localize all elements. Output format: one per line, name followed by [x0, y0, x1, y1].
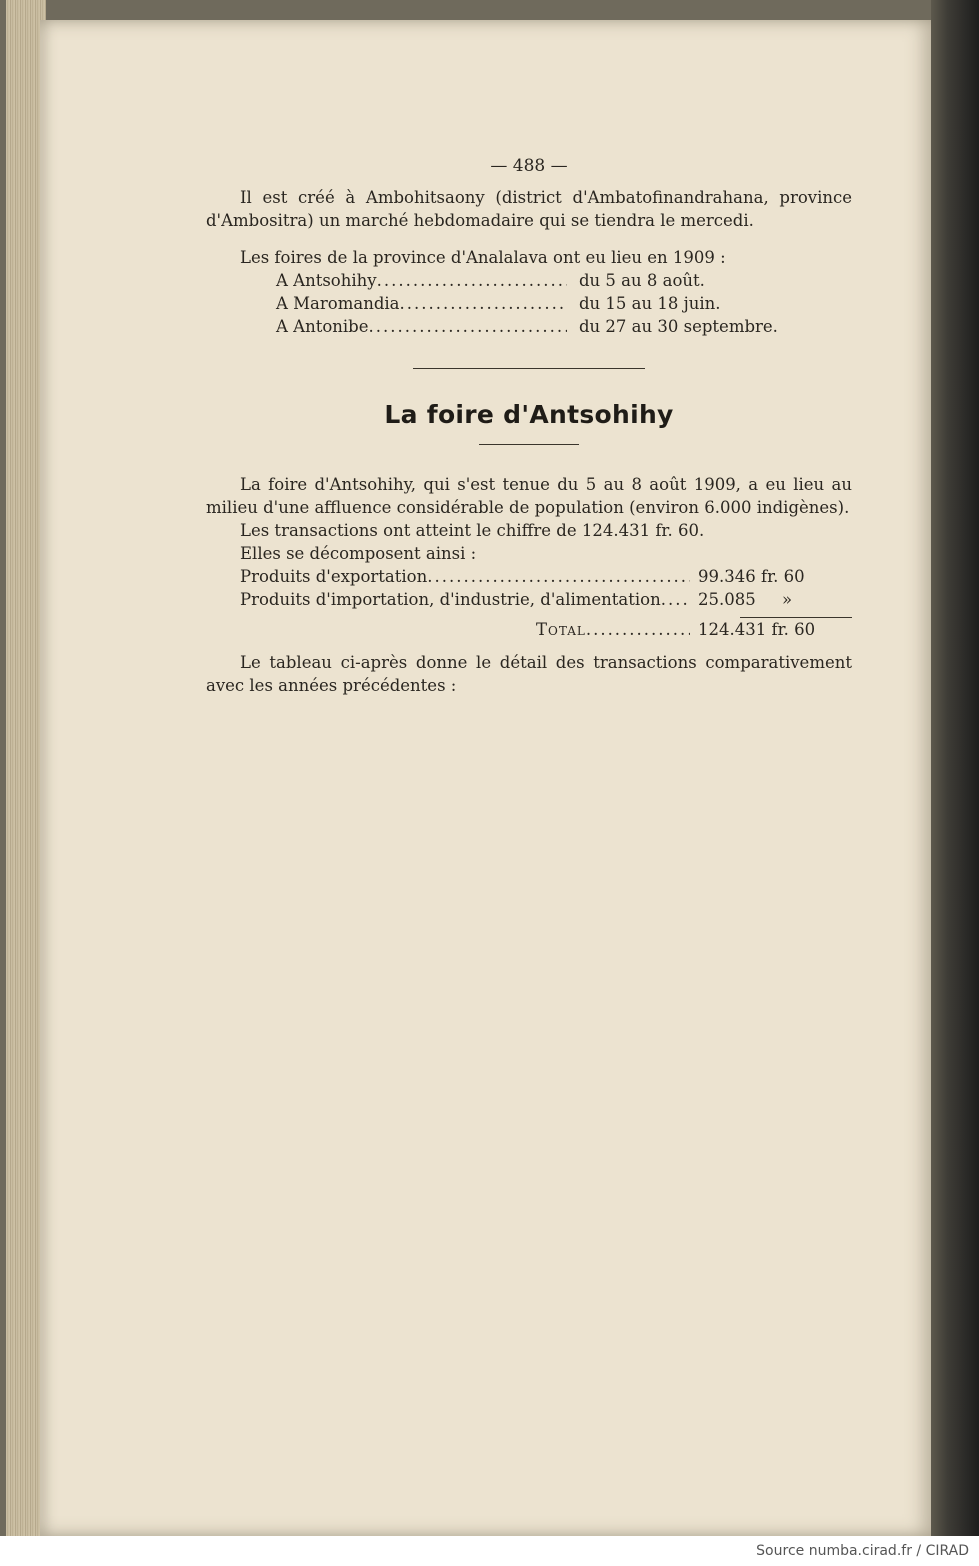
dot-leader: [377, 269, 567, 292]
foire-dates: du 5 au 8 août.: [579, 271, 705, 290]
total-label: Total: [536, 620, 586, 639]
section-paragraph-2: Les transactions ont atteint le chiffre de 124.431 fr. 60.: [240, 521, 705, 540]
section-title: La foire d'Antsohihy: [384, 400, 674, 429]
dot-leader: [427, 565, 690, 588]
dot-leader: [661, 588, 690, 611]
foire-place: A Antonibe: [276, 317, 369, 336]
page-content: [206, 155, 852, 697]
closing-paragraph: Le tableau ci-après donne le détail des transactions comparativement avec les années précédentes :: [206, 653, 852, 695]
products-table: [240, 565, 816, 641]
dot-leader: [400, 292, 567, 315]
foire-dates: du 15 au 18 juin.: [579, 294, 721, 313]
section-paragraph-1: La foire d'Antsohihy, qui s'est tenue du 5 au 8 août 1909, a eu lieu au milieu d'une affluence considérable de population (environ 6.000 indigènes).: [206, 475, 852, 517]
product-label: Produits d'importation, d'industrie, d'alimentation: [240, 590, 661, 609]
book-spine: [931, 0, 979, 1536]
product-row: [240, 565, 816, 588]
foire-row: [276, 315, 784, 338]
product-label: Produits d'exportation: [240, 567, 428, 586]
foire-place: A Maromandia: [276, 294, 400, 313]
foire-dates: du 27 au 30 septembre.: [579, 317, 778, 336]
total-amount: 124.431 fr. 60: [698, 620, 816, 639]
foires-intro: Les foires de la province d'Analalava ont eu lieu en 1909 :: [240, 248, 726, 267]
foire-row: [276, 269, 784, 292]
page-number: — 488 —: [490, 156, 568, 176]
source-credit: Source numba.cirad.fr / CIRAD: [0, 1536, 979, 1566]
product-row: [240, 588, 816, 611]
product-amount: 99.346 fr. 60: [698, 567, 805, 586]
foires-list: [276, 269, 784, 338]
section-paragraph-3: Elles se décomposent ainsi :: [240, 544, 477, 563]
section-divider-top: [413, 368, 645, 369]
dot-leader: [369, 315, 568, 338]
foire-place: A Antsohihy: [276, 271, 377, 290]
product-amount: 25.085 »: [698, 590, 793, 609]
total-row: [240, 618, 816, 641]
dot-leader: [586, 618, 690, 641]
intro-paragraph: Il est créé à Ambohitsaony (district d'Ambatofinandrahana, province d'Ambositra) un marché hebdomadaire qui se tiendra le mercedi.: [206, 188, 852, 230]
foire-row: [276, 292, 784, 315]
